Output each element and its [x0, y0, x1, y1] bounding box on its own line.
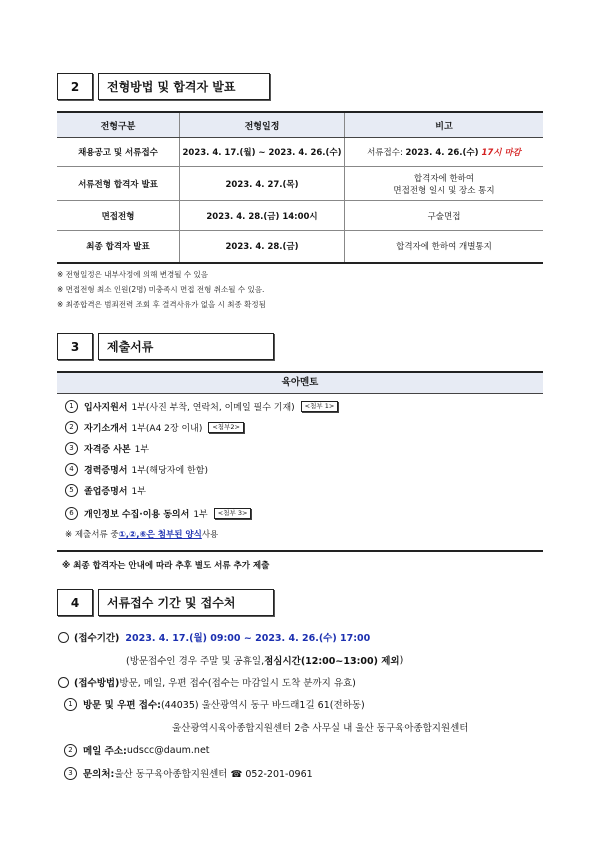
item-name: 졸업증명서 [84, 487, 128, 497]
section-4-heading [57, 589, 274, 616]
cell-date: 2023. 4. 27.(목) [180, 167, 345, 201]
document-item [65, 400, 338, 413]
schedule-table [57, 111, 543, 264]
method-label: (접수방법) [74, 678, 120, 689]
note-prefix: ※ 제출서류 중 [65, 530, 119, 540]
contact-line [64, 766, 313, 780]
table-row [57, 201, 543, 231]
note-suffix: 사용 [201, 530, 219, 540]
detail-suffix: ) [399, 654, 404, 666]
item-number: 3 [65, 442, 78, 455]
detail-prefix: (방문접수인 경우 주말 및 공휴일, [126, 656, 265, 667]
item-number: 3 [64, 767, 77, 780]
section-title: 전형방법 및 합격자 발표 [98, 73, 270, 100]
document-item [65, 442, 149, 455]
item-number: 1 [65, 400, 78, 413]
documents-note [65, 528, 218, 540]
item-number: 4 [65, 463, 78, 476]
period-detail [126, 653, 403, 667]
item-desc: 1부 [193, 510, 208, 520]
section-2-heading [57, 73, 270, 100]
item-desc: 1부(A4 2장 이내) [131, 424, 203, 434]
cell-note: 합격자에 한하여 개별통지 [345, 231, 544, 263]
section-3-heading [57, 333, 274, 360]
item-name: 개인정보 수집·이용 동의서 [84, 510, 190, 520]
schedule-note: ※ 면접전형 최소 인원(2명) 미충족시 면접 전형 취소될 수 있음. [57, 285, 265, 294]
method-line [58, 675, 356, 689]
item-name: 자기소개서 [84, 424, 128, 434]
method-value: 방문, 메일, 우편 접수(접수는 마감일시 도착 분까지 유효) [119, 678, 356, 689]
document-item [65, 421, 244, 434]
document-item [65, 484, 146, 497]
column-header: 전형일정 [180, 112, 345, 138]
item-desc: 1부 [131, 487, 146, 497]
item-desc: 1부(사진 부착, 연락처, 이메일 필수 기재) [131, 403, 295, 413]
period-line [58, 630, 370, 644]
cell-type: 면접전형 [57, 201, 180, 231]
table-row [57, 167, 543, 201]
item-name: 경력증명서 [84, 466, 128, 476]
cell-type: 채용공고 및 서류접수 [57, 138, 180, 167]
section-number: 2 [57, 73, 93, 100]
attachment-tag: <첨부 3> [214, 508, 252, 519]
column-header: 비고 [345, 112, 544, 138]
circle-bullet-icon [58, 677, 69, 688]
item-desc: 1부(해당자에 한함) [131, 466, 208, 476]
note-prefix: 서류접수: [367, 148, 406, 158]
item-name: 입사지원서 [84, 403, 128, 413]
contact-value: 울산 동구육아종합지원센터 ☎ 052-201-0961 [114, 769, 313, 780]
section-number: 3 [57, 333, 93, 360]
note-highlight: ①,②,⑥은 첨부된 양식 [118, 530, 202, 540]
table-header-row [57, 112, 543, 138]
period-label: (접수기간) [74, 633, 120, 644]
section-title: 제출서류 [98, 333, 274, 360]
cell-note [345, 167, 544, 201]
schedule-note: ※ 전형일정은 내부사정에 의해 변경될 수 있음 [57, 270, 208, 279]
item-number: 2 [65, 421, 78, 434]
circle-bullet-icon [58, 632, 69, 643]
table-row [57, 231, 543, 263]
final-submission-note: ※ 최종 합격자는 안내에 따라 추후 별도 서류 추가 제출 [62, 561, 270, 571]
mail-value: udscc@daum.net [126, 744, 210, 756]
item-number: 6 [65, 507, 78, 520]
visit-address-2: 울산광역시육아종합지원센터 2층 사무실 내 울산 동구육아종합지원센터 [172, 723, 469, 734]
note-line: 합격자에 한하여 [413, 173, 475, 184]
mail-line [64, 743, 210, 757]
item-number: 2 [64, 744, 77, 757]
documents-box [57, 371, 543, 552]
attachment-tag: <첨부 1> [301, 401, 339, 412]
column-header: 전형구분 [57, 112, 180, 138]
note-line: 면접전형 일시 및 장소 통지 [393, 185, 495, 196]
item-name: 자격증 사본 [84, 445, 131, 455]
note-bold: 2023. 4. 26.(수) [405, 148, 482, 158]
documents-header: 육아멘토 [57, 373, 543, 394]
section-title: 서류접수 기간 및 접수처 [98, 589, 274, 616]
cell-note: 구술면접 [345, 201, 544, 231]
visit-label: 방문 및 우편 접수: [83, 700, 161, 711]
cell-date: 2023. 4. 28.(금) 14:00시 [180, 201, 345, 231]
cell-type: 최종 합격자 발표 [57, 231, 180, 263]
cell-note [345, 138, 544, 167]
item-number: 5 [65, 484, 78, 497]
item-desc: 1부 [134, 445, 150, 455]
contact-label: 문의처: [83, 769, 115, 780]
mail-label: 메일 주소: [83, 746, 127, 757]
visit-address: (44035) 울산광역시 동구 바드래1길 61(전하동) [160, 700, 365, 711]
table-row [57, 138, 543, 167]
document-item [65, 507, 251, 520]
cell-type: 서류전형 합격자 발표 [57, 167, 180, 201]
attachment-tag: <첨부2> [208, 422, 244, 433]
detail-bold: 점심시간(12:00~13:00) 제외 [264, 656, 400, 667]
cell-date: 2023. 4. 28.(금) [180, 231, 345, 263]
schedule-note: ※ 최종합격은 범죄전력 조회 후 결격사유가 없을 시 최종 확정됨 [57, 300, 266, 309]
note-deadline: 17시 마감 [481, 148, 521, 158]
cell-date: 2023. 4. 17.(월) ~ 2023. 4. 26.(수) [180, 138, 345, 167]
period-value: 2023. 4. 17.(월) 09:00 ~ 2023. 4. 26.(수) 17:00 [125, 633, 371, 644]
section-number: 4 [57, 589, 93, 616]
document-item [65, 463, 208, 476]
visit-line [64, 697, 365, 711]
item-number: 1 [64, 698, 77, 711]
